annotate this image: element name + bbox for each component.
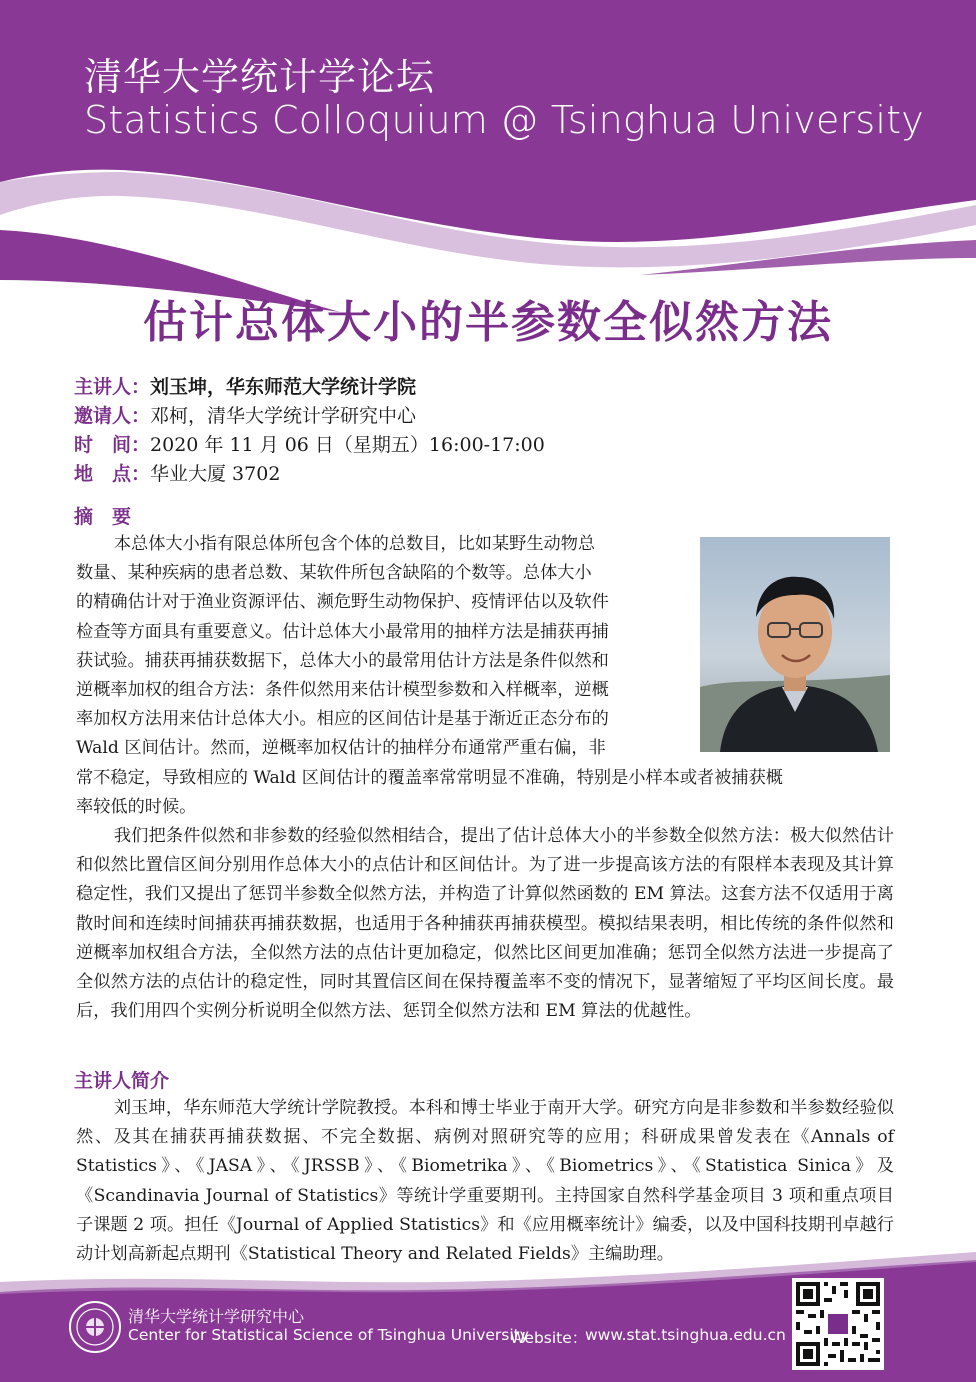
qr-code-icon xyxy=(792,1278,884,1370)
abstract-line: 获试验。捕获再捕获数据下，总体大小的最常用估计方法是条件似然和 xyxy=(76,650,609,671)
speaker-photo xyxy=(700,537,890,752)
time-value: 2020 年 11 月 06 日（星期五）16:00-17:00 xyxy=(150,434,545,456)
abstract-line: 逆概率加权的组合方法：条件似然用来估计模型参数和入样概率，逆概 xyxy=(76,680,609,701)
speaker-line xyxy=(74,373,416,402)
abstract-paragraph-1 xyxy=(76,530,691,764)
abstract-paragraph-1-tail xyxy=(76,764,894,822)
time-line xyxy=(74,431,545,460)
forum-title-english: Statistics Colloquium @ Tsinghua University xyxy=(84,98,924,142)
host-value: 邓柯，清华大学统计学研究中心 xyxy=(150,405,417,427)
footer-org-english: Center for Statistical Science of Tsinghua University xyxy=(128,1326,529,1344)
bio-paragraph: 刘玉坤，华东师范大学统计学院教授。本科和博士毕业于南开大学。研究方向是非参数和半参数经验似然、及其在捕获再捕获数据、不完全数据、病例对照研究等的应用；科研成果曾发表在《Annals of Statistics》、《JASA》、《JRSSB》、《Biometrika》、《Biometrics》、《Statistica Sinica》及《Scandinavia Journal of Statistics》等统计学重要期刊。主持国家自然科学基金项目 3 项和重点项目子课题 2 项。担任《Journal of Applied Statistics》和《应用概率统计》编委，以及中国科技期刊卓越行动计划高新起点期刊《Statistical Theory and Related Fields》主编助理。 xyxy=(76,1098,894,1265)
forum-title-chinese: 清华大学统计学论坛 xyxy=(84,55,436,99)
abstract-line: 率加权方法用来估计总体大小。相应的区间估计是基于渐近正态分布的 xyxy=(76,709,609,730)
host-label: 邀请人： xyxy=(74,405,151,427)
speaker-label: 主讲人： xyxy=(74,376,151,398)
abstract-line: 本总体大小指有限总体所包含个体的总数目，比如某野生动物总 xyxy=(113,534,596,554)
abstract-line: 检查等方面具有重要意义。估计总体大小最常用的抽样方法是捕获再捕 xyxy=(76,621,609,642)
tsinghua-seal-logo xyxy=(68,1300,122,1354)
abstract-heading: 摘 要 xyxy=(74,506,132,528)
footer-website-label: Website： xyxy=(510,1329,588,1347)
abstract-line: 的精确估计对于渔业资源评估、濒危野生动物保护、疫情评估以及软件 xyxy=(76,592,609,613)
abstract-line: 率较低的时候。 xyxy=(76,797,197,818)
host-line xyxy=(74,402,416,431)
abstract-line: Wald 区间估计。然而，逆概率加权估计的抽样分布通常严重右偏，非 xyxy=(76,738,606,759)
speaker-value: 刘玉坤，华东师范大学统计学院 xyxy=(150,376,417,398)
talk-title: 估计总体大小的半参数全似然方法 xyxy=(143,297,833,348)
place-label: 地 点： xyxy=(74,463,151,485)
footer-website-link[interactable]: www.stat.tsinghua.edu.cn xyxy=(585,1326,786,1344)
footer-org-chinese: 清华大学统计学研究中心 xyxy=(128,1307,305,1326)
bio-heading: 主讲人简介 xyxy=(74,1070,170,1092)
place-value: 华业大厦 3702 xyxy=(150,463,281,485)
time-label: 时 间： xyxy=(74,434,151,456)
abstract-line: 常不稳定，导致相应的 Wald 区间估计的覆盖率常常明显不准确，特别是小样本或者被捕获概 xyxy=(76,768,783,788)
abstract-line: 数量、某种疾病的患者总数、某软件所包含缺陷的个数等。总体大小 xyxy=(76,563,592,584)
abstract-paragraph-2: 我们把条件似然和非参数的经验似然相结合，提出了估计总体大小的半参数全似然方法：极大似然估计和似然比置信区间分别用作总体大小的点估计和区间估计。为了进一步提高该方法的有限样本表现及其计算稳定性，我们又提出了惩罚半参数全似然方法，并构造了计算似然函数的 EM 算法。这套方法不仅适用于离散时间和连续时间捕获再捕获数据，也适用于各种捕获再捕获模型。模拟结果表明，相比传统的条件似然和逆概率加权组合方法，全似然方法的点估计更加稳定，似然比区间更加准确；惩罚全似然方法进一步提高了全似然方法的点估计的稳定性，同时其置信区间在保持覆盖率不变的情况下，显著缩短了平均区间长度。最后，我们用四个实例分析说明全似然方法、惩罚全似然方法和 EM 算法的优越性。 xyxy=(76,826,894,1022)
place-line xyxy=(74,460,280,489)
